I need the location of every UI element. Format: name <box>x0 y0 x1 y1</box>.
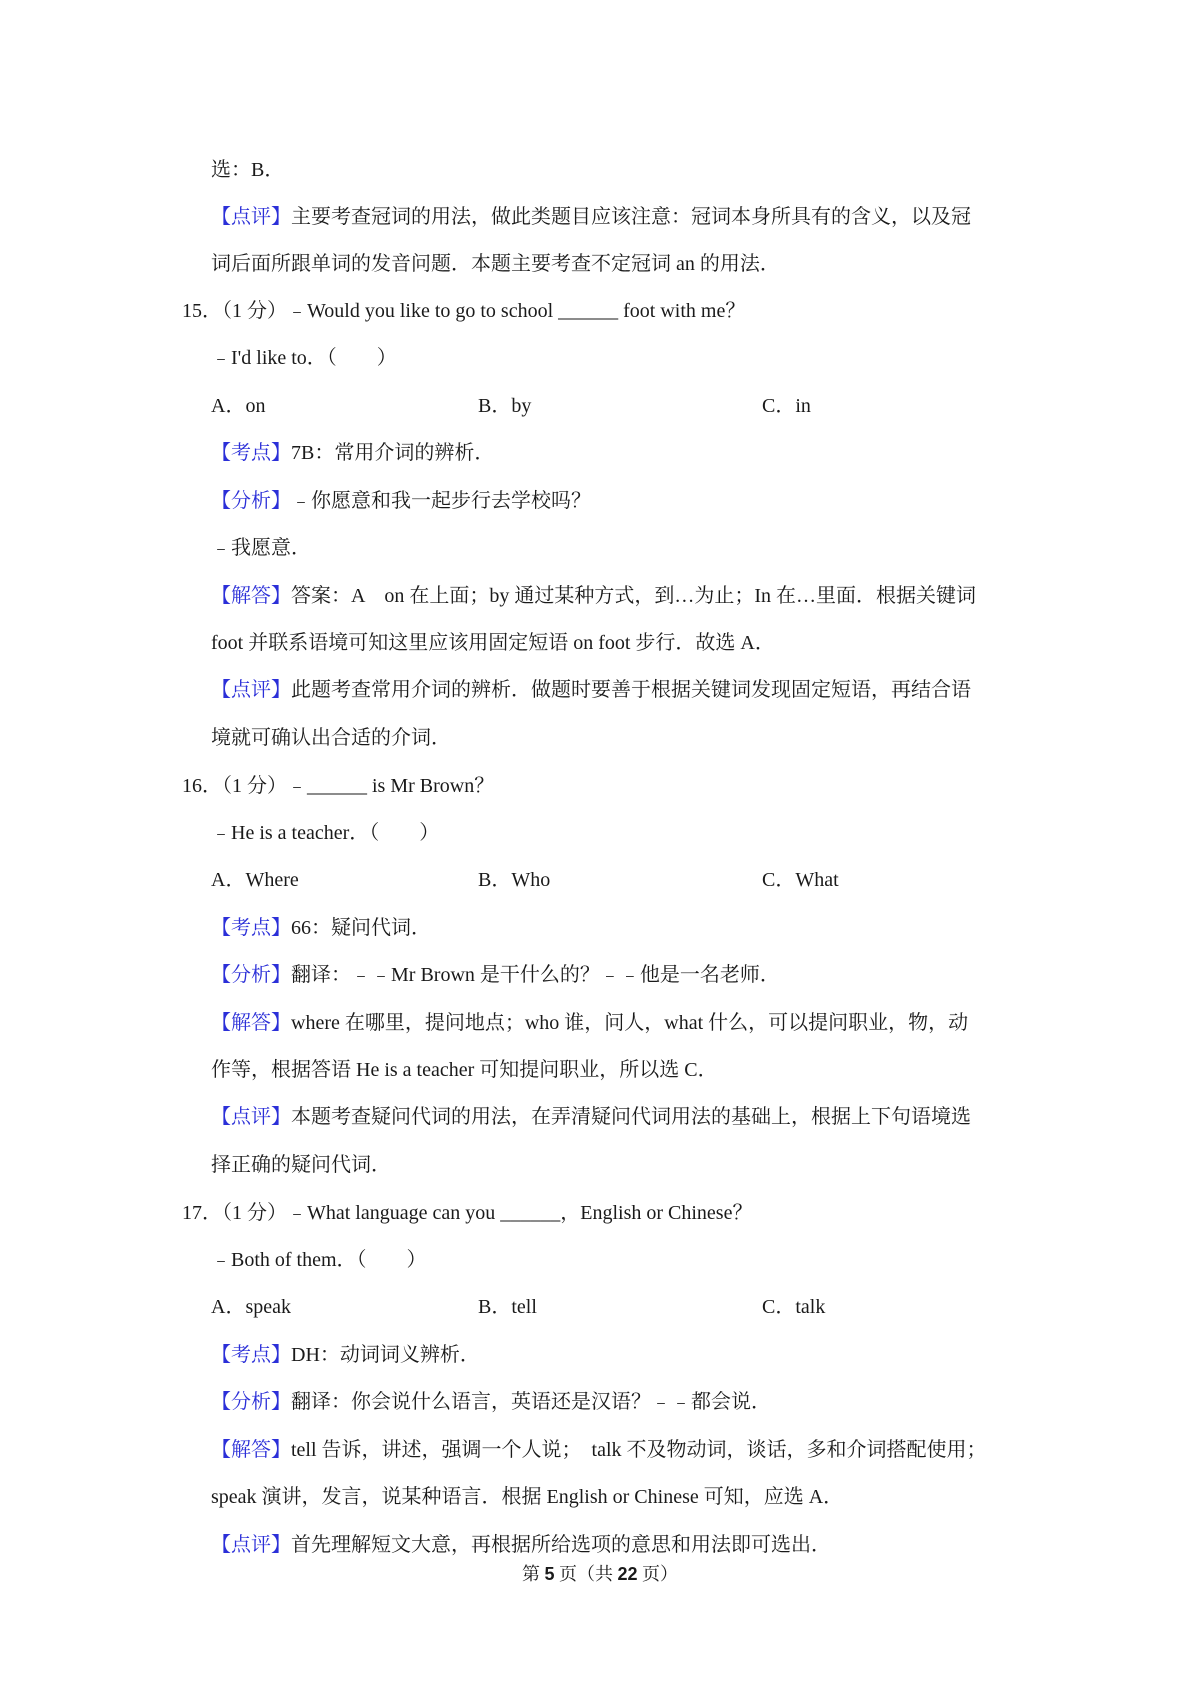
question-15-comment-line2: 境就可确认出合适的介词． <box>211 727 451 749</box>
question-15-analysis-line2: ﹣我愿意． <box>211 537 311 559</box>
comment-tag: 【点评】 <box>211 206 291 228</box>
page-footer <box>0 1562 1200 1586</box>
question-16-option-b: B．Who <box>478 869 551 891</box>
comment-text: 主要考查冠词的用法，做此类题目应该注意：冠词本身所具有的含义，以及冠 <box>291 206 971 228</box>
page-number: 5 <box>544 1564 555 1584</box>
answer-text: 答案：A on 在上面；by 通过某种方式，到…为止；In 在…里面．根据关键词 <box>291 585 976 607</box>
question-17-comment <box>211 1532 831 1558</box>
question-15-stem: 15．（1 分）﹣Would you like to go to school ______ foot with me？ <box>182 300 746 322</box>
footer-suffix: 页） <box>637 1564 679 1584</box>
question-15-option-a: A．on <box>211 395 266 417</box>
question-16-answer <box>211 1010 968 1036</box>
analysis-text: 翻译：你会说什么语言，英语还是汉语？﹣﹣都会说． <box>291 1391 771 1413</box>
question-16-analysis <box>211 962 780 988</box>
question-17-answer-line2: speak 演讲，发言，说某种语言．根据 English or Chinese 可知，应选 A． <box>211 1486 844 1508</box>
comment-tag: 【点评】 <box>211 1534 291 1556</box>
answer-tag: 【解答】 <box>211 585 291 607</box>
page-total: 22 <box>617 1564 638 1584</box>
question-16-answer-line2: 作等，根据答语 He is a teacher 可知提问职业，所以选 C． <box>211 1059 718 1081</box>
question-15-comment <box>211 677 971 703</box>
analysis-tag: 【分析】 <box>211 490 291 512</box>
answer-choice-line: 选：B． <box>211 159 285 181</box>
answer-text: tell 告诉，讲述，强调一个人说； talk 不及物动词，谈话，多和介词搭配使用； <box>291 1439 987 1461</box>
comment-text: 本题考查疑问代词的用法，在弄清疑问代词用法的基础上，根据上下句语境选 <box>291 1106 971 1128</box>
question-17-option-b: B．tell <box>478 1296 537 1318</box>
question-16-comment-line2: 择正确的疑问代词． <box>211 1154 391 1176</box>
answer-tag: 【解答】 <box>211 1012 291 1034</box>
analysis-tag: 【分析】 <box>211 1391 291 1413</box>
question-15-answer <box>211 583 976 609</box>
question-15-option-c: C．in <box>762 395 811 417</box>
question-16-reply: ﹣He is a teacher．（ ） <box>211 822 440 844</box>
point-text: 66：疑问代词． <box>291 917 431 939</box>
question-17-answer <box>211 1437 987 1463</box>
comment-line-continued: 词后面所跟单词的发音问题．本题主要考查不定冠词 an 的用法． <box>211 253 780 275</box>
answer-text: where 在哪里，提问地点；who 谁，问人，what 什么，可以提问职业，物，动 <box>291 1012 969 1034</box>
point-tag: 【考点】 <box>211 1344 291 1366</box>
question-15-answer-line2: foot 并联系语境可知这里应该用固定短语 on foot 步行．故选 A． <box>211 632 775 654</box>
point-tag: 【考点】 <box>211 442 291 464</box>
point-text: 7B：常用介词的辨析． <box>291 442 495 464</box>
question-17-option-c: C．talk <box>762 1296 826 1318</box>
question-16-comment <box>211 1104 971 1130</box>
question-15-analysis <box>211 488 591 514</box>
point-text: DH：动词词义辨析． <box>291 1344 480 1366</box>
question-17-stem: 17．（1 分）﹣What language can you ______，English or Chinese？ <box>182 1202 753 1224</box>
comment-text: 此题考查常用介词的辨析．做题时要善于根据关键词发现固定短语，再结合语 <box>291 679 971 701</box>
analysis-text: ﹣你愿意和我一起步行去学校吗？ <box>291 490 591 512</box>
question-16-point <box>211 915 431 941</box>
question-16-option-a: A．Where <box>211 869 299 891</box>
question-16-stem: 16．（1 分）﹣______ is Mr Brown？ <box>182 775 495 797</box>
question-17-reply: ﹣Both of them．（ ） <box>211 1249 427 1271</box>
comment-text: 首先理解短文大意，再根据所给选项的意思和用法即可选出． <box>291 1534 831 1556</box>
comment-line <box>211 204 971 230</box>
question-15-reply: ﹣I'd like to．（ ） <box>211 347 397 369</box>
question-17-point <box>211 1342 480 1368</box>
footer-prefix: 第 <box>521 1564 545 1584</box>
analysis-text: 翻译：﹣﹣Mr Brown 是干什么的？﹣﹣他是一名老师． <box>291 964 780 986</box>
comment-tag: 【点评】 <box>211 1106 291 1128</box>
answer-tag: 【解答】 <box>211 1439 291 1461</box>
question-16-option-c: C．What <box>762 869 839 891</box>
point-tag: 【考点】 <box>211 917 291 939</box>
question-15-point <box>211 440 494 466</box>
question-15-option-b: B．by <box>478 395 532 417</box>
analysis-tag: 【分析】 <box>211 964 291 986</box>
comment-tag: 【点评】 <box>211 679 291 701</box>
question-17-option-a: A．speak <box>211 1296 291 1318</box>
footer-middle: 页（共 <box>554 1564 618 1584</box>
question-17-analysis <box>211 1389 771 1415</box>
